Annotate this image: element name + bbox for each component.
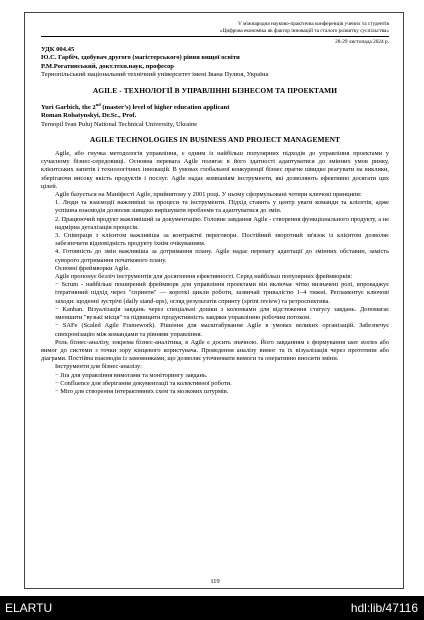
author-1-en bbox=[41, 101, 389, 113]
author-1: Ю.С. Гарбіч, здобувач другого (магістерського) рівня вищої освіти bbox=[41, 54, 240, 62]
repository-footer-bar bbox=[0, 596, 424, 620]
framework-safe: − SAFe (Scaled Agile Framework). Рішення для масштабування Agile в умовах великих організацій. Забезпечує синхронізацію між командами та рівнями управління. bbox=[55, 322, 389, 338]
tool-miro: − Miro для створення інтерактивних схем та мозкових штурмів. bbox=[55, 387, 229, 395]
author-1-en-level: (master’s) level of higher education applicant bbox=[100, 103, 230, 111]
conference-header-line2: «Цифрова економіка як фактор інновацій та сталого розвитку суспільства» bbox=[219, 28, 389, 34]
udc-code: УДК 004.45 bbox=[41, 46, 75, 53]
repository-name: ELARTU bbox=[5, 601, 53, 615]
tool-confluence: − Confluence для зберігання документації та колективної роботи. bbox=[55, 379, 232, 387]
paragraph-intro: Agile, або гнучка методологія управління, є одним із найбільш популярних підходів до управління проектами у сучасному бізнес-середовищі. Основна перевага Agile полягає в його здатності адаптуватися до змінних умов ринку, клієнтських запитів і технологічних інновацій. В умовах глобальної конкуренції бізнес прагне швидко реагувати на виклики, зберігаючи високу якість продуктів і послуг. Agile надає компаніям інструменти, які дозволяють ефективно досягати цих цілей. bbox=[41, 150, 389, 190]
page-content bbox=[41, 21, 389, 585]
author-1-en-name: Yuri Garbich, the 2 bbox=[41, 103, 96, 111]
principle-4: 4. Готовність до змін важливіша за дотримання плану. Agile надає перевагу адаптації до змінних обставин, замість суворого дотримання початкового плану. bbox=[55, 248, 389, 264]
framework-kanban: − Kanban. Візуалізація завдань через спеціальні дошки з колонками для відстеження статусу завдань. Допомагає зменшити "вузькі місця" та підвищити продуктивність завдяки управлінню робочим потоком. bbox=[55, 305, 389, 322]
author-2-en: Roman Rohatynskyi, Dr.Sc., Prof. bbox=[41, 112, 137, 120]
paragraph-frameworks: Agile пропонує безліч інструментів для досягнення ефективності. Серед найбільш популярних фреймворків: bbox=[55, 273, 353, 281]
author-2: Р.М.Рогатинський, докт.техн.наук, професор bbox=[41, 62, 174, 70]
framework-scrum: − Scrum - найбільш поширений фреймворк для управління проектами він включає чітко визначені ролі, впроваджує ітеративний підхід через "спринти" — короткі цикли роботи, зазвичай тривалістю 1–4 тижні. Регламентує ключові заходи: щоденні зустрічі (daily stand-ups), огляд результатів спринту (sprint review) та ретроспектива. bbox=[55, 281, 389, 305]
principle-2: 2. Працюючий продукт важливіший за документацію. Головне завдання Agile - створення функціонального продукту, а не надмірна деталізація процесів. bbox=[55, 215, 389, 231]
affiliation-ua: Тернопільський національний технічний університет імені Івана Пулюя, Україна bbox=[41, 71, 269, 79]
paragraph-business-analysis: Роль бізнес-аналізу, зокрема бізнес-аналітика, в Agile є досить значною. Його завданням є формування user stories або вимог до системи з точки зору кінцевого користувача. Проведення аналізу вимог та їх візуалізація через прототипи або діаграми. Постійна взаємодія із замовниками, що дозволяє уточнювати вимоги та оперативно вносити зміни. bbox=[41, 338, 389, 363]
paragraph-manifesto: Agile базується на Маніфесті Agile, прийнятому у 2001 році. У ньому сформульовані чотири ключові принципи: bbox=[55, 191, 362, 199]
handle-id: hdl:lib/47116 bbox=[350, 601, 418, 615]
section-heading-frameworks: Основні фреймворки Agile. bbox=[55, 264, 130, 272]
conference-header-line1: V міжнародна науково-практична конференція учених та студентів bbox=[237, 21, 389, 27]
tool-jira: − Jira для управління вимогами та моніторингу завдань. bbox=[55, 371, 208, 379]
title-ua: AGILE - ТЕХНОЛОГІЇ В УПРАВЛІННІ БІЗНЕСОМ ТА ПРОЕКТАМИ bbox=[92, 85, 338, 95]
header-rule bbox=[41, 36, 389, 37]
author-1-en-sup: nd bbox=[95, 101, 101, 107]
page-number: 119 bbox=[210, 578, 220, 585]
paper-page bbox=[24, 12, 404, 589]
principle-1: 1. Люди та взаємодії важливіші за процеси та інструменти. Підхід ставить у центр уваги команди та клієнтів, адже успішна взаємодія дозволяє швидко вирішувати проблеми та адаптуватися до змін. bbox=[55, 199, 389, 215]
principle-3: 3. Співпраця з клієнтом важливіша за контрактні переговори. Постійний зворотний зв'язок із клієнтом дозволяє забезпечити відповідність продукту їхнім очікуванням. bbox=[55, 232, 389, 248]
conference-date: 28-29 листопада 2024 р. bbox=[335, 39, 389, 45]
paragraph-tools: Інструменти для бізнес-аналізу: bbox=[55, 363, 142, 371]
title-en: AGILE TECHNOLOGIES IN BUSINESS AND PROJECT MANAGEMENT bbox=[89, 135, 341, 145]
affiliation-en: Ternopil Ivan Puluj National Technical University, Ukraine bbox=[41, 120, 198, 128]
